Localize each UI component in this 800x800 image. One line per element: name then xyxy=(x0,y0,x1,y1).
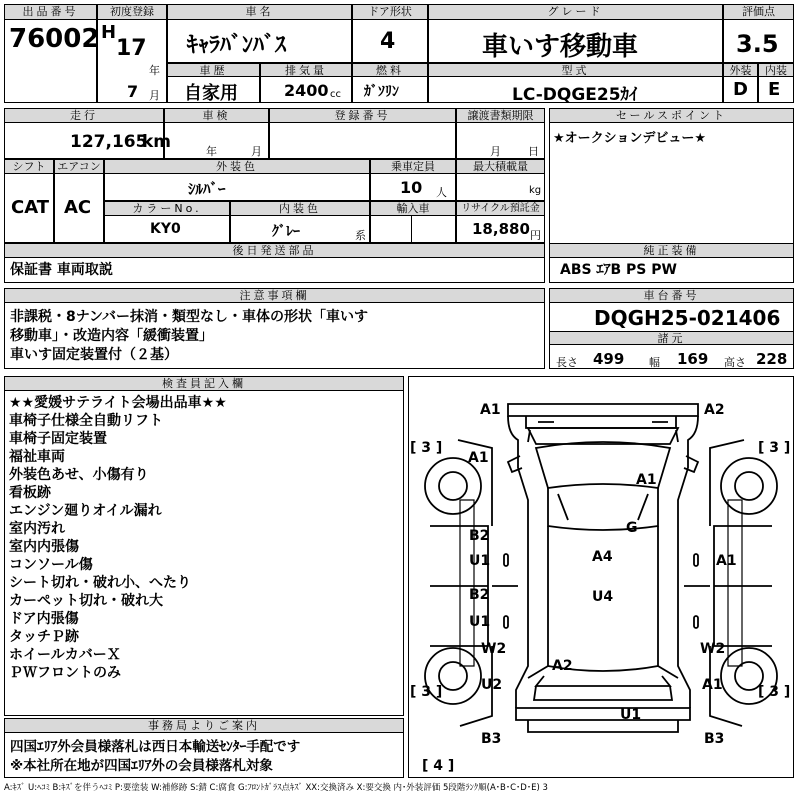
damage-mark: B2 xyxy=(469,587,490,603)
mileage-unit: km xyxy=(142,132,172,152)
transfer-month-unit: 月 xyxy=(490,145,501,158)
year-unit: 年 xyxy=(149,64,160,77)
maxload-unit: kg xyxy=(529,185,542,196)
shift-label: シフト xyxy=(4,159,54,174)
fuel: ｶﾞｿﾘﾝ xyxy=(364,84,399,100)
inspector-label: 検査員記入欄 xyxy=(4,376,404,391)
inspector-note-line: 外装色あせ、小傷有り xyxy=(9,467,149,483)
damage-mark: U1 xyxy=(620,707,642,723)
interior-color-unit: 系 xyxy=(355,229,366,242)
inspector-note-line: 室内内張傷 xyxy=(9,539,79,555)
interior-label: 内装 xyxy=(758,63,794,77)
damage-mark: [ 3 ] xyxy=(410,440,443,456)
inspector-note-line: 福祉車両 xyxy=(9,449,65,465)
damage-mark: [ 4 ] xyxy=(422,758,455,774)
exterior-label: 外装 xyxy=(723,63,758,77)
inspection-month-unit: 月 xyxy=(251,145,262,158)
inspector-note-line: エンジン廻りオイル漏れ xyxy=(9,503,162,519)
color: ｼﾙﾊﾞｰ xyxy=(188,180,226,198)
interior-color: ｸﾞﾚｰ xyxy=(272,224,300,240)
damage-mark: A2 xyxy=(704,402,725,418)
first-reg-label: 初度登録 xyxy=(97,4,167,20)
displacement-unit: cc xyxy=(330,89,341,100)
chassis-number: DQGH25-021406 xyxy=(594,306,781,330)
score: 3.5 xyxy=(736,30,779,58)
import-cell-2 xyxy=(411,215,456,243)
score-label: 評価点 xyxy=(723,4,794,20)
interior-color-cell xyxy=(230,215,370,243)
caution-label: 注意事項欄 xyxy=(4,288,545,303)
mileage: 127,165 xyxy=(70,132,148,152)
damage-mark: [ 3 ] xyxy=(758,440,791,456)
damage-mark: U4 xyxy=(592,589,614,605)
recycle-label: リサイクル預託金 xyxy=(456,201,545,216)
caution-line-3: 車いす固定装置付（２基） xyxy=(10,347,178,363)
sales-point-text: ★オークションデビュー★ xyxy=(553,131,707,146)
damage-mark: U1 xyxy=(469,614,491,630)
damage-mark: [ 3 ] xyxy=(758,684,791,700)
damage-mark: U1 xyxy=(469,553,491,569)
month-unit: 月 xyxy=(149,89,160,102)
recycle: 18,880 xyxy=(472,220,530,238)
color-no-label: カラーNo. xyxy=(104,201,230,216)
year: 17 xyxy=(116,36,147,61)
inspector-note-line: ★★愛媛サテライト会場出品車★★ xyxy=(9,395,227,411)
inspector-note-line: タッチＰ跡 xyxy=(9,629,79,645)
genuine-label: 純正装備 xyxy=(549,243,794,258)
damage-mark: W2 xyxy=(481,641,507,657)
damage-mark: A1 xyxy=(716,553,737,569)
mileage-label: 走行 xyxy=(4,108,164,123)
car-diagram xyxy=(408,376,794,778)
damage-mark: W2 xyxy=(700,641,726,657)
displacement-label: 排気量 xyxy=(260,63,352,77)
model-label: 車名 xyxy=(167,4,352,20)
capacity-label: 乗車定員 xyxy=(370,159,456,174)
color-label: 外装色 xyxy=(104,159,370,174)
damage-mark: G xyxy=(626,520,638,536)
type-label: 型式 xyxy=(428,63,723,77)
maxload-label: 最大積載量 xyxy=(456,159,545,174)
month: 7 xyxy=(127,82,139,101)
capacity: 10 xyxy=(400,178,423,197)
later-parts-label: 後日発送部品 xyxy=(4,243,545,258)
transfer-day-unit: 日 xyxy=(528,145,539,158)
office-line-1: 四国ｴﾘｱ外会員様落札は西日本輸送ｾﾝﾀｰ手配です xyxy=(10,739,301,755)
import-cell xyxy=(370,215,412,243)
inspector-note-line: シート切れ・破れ小、へたり xyxy=(9,575,191,591)
length: 499 xyxy=(593,350,625,368)
model: ｷｬﾗﾊﾞﾝﾊﾞｽ xyxy=(187,33,287,58)
era: H xyxy=(101,22,117,43)
inspection-year-unit: 年 xyxy=(206,145,217,158)
recycle-unit: 円 xyxy=(530,229,541,242)
caution-line-1: 非課税・8ナンバー抹消・類型なし・車体の形状「車いす xyxy=(10,309,369,325)
interior-grade: E xyxy=(768,79,781,100)
fuel-label: 燃料 xyxy=(352,63,428,77)
damage-mark: A1 xyxy=(468,450,489,466)
interior-color-label: 内装色 xyxy=(230,201,370,216)
height: 228 xyxy=(756,350,788,368)
genuine-text: ABS ｴｱB PS PW xyxy=(560,262,677,278)
lot-number-label: 出品番号 xyxy=(4,4,97,20)
damage-mark: B3 xyxy=(704,731,725,747)
damage-mark: A1 xyxy=(636,472,657,488)
ac: AC xyxy=(64,197,92,218)
damage-mark: B2 xyxy=(469,528,490,544)
inspector-note-line: ドア内張傷 xyxy=(9,611,79,627)
history: 自家用 xyxy=(184,83,238,104)
damage-mark: A1 xyxy=(702,677,723,693)
inspector-note-line: カーペット切れ・破れ大 xyxy=(9,593,163,609)
type: LC-DQGE25ｶｲ xyxy=(512,85,638,105)
plate-cell xyxy=(269,122,456,159)
inspector-note-line: ＰＷフロントのみ xyxy=(9,665,121,681)
damage-mark: A1 xyxy=(480,402,501,418)
specs-label: 諸元 xyxy=(549,331,794,345)
length-label: 長さ xyxy=(556,356,578,369)
displacement: 2400 xyxy=(284,81,329,100)
inspection-label: 車検 xyxy=(164,108,269,123)
inspector-note-line: 看板跡 xyxy=(9,485,51,501)
plate-label: 登録番号 xyxy=(269,108,456,123)
color-no: KY0 xyxy=(150,221,181,237)
width-label: 幅 xyxy=(649,356,660,369)
office-label: 事務局よりご案内 xyxy=(4,718,404,733)
damage-mark: [ 3 ] xyxy=(410,684,443,700)
legend: A:ｷｽﾞ U:ﾍｺﾐ B:ｷｽﾞを伴うﾍｺﾐ P:要塗装 W:補修跡 S:錆 C:腐食 G:ﾌﾛﾝﾄｶﾞﾗｽ点ｷｽﾞ XX:交換済み X:要交換 内･外装評価 5段階ﾗﾝｸ順(A･B･C･D･E) 3 xyxy=(4,783,548,793)
grade: 車いす移動車 xyxy=(482,32,639,62)
office-line-2: ※本社所在地が四国ｴﾘｱ外の会員様落札対象 xyxy=(10,758,273,774)
history-label: 車歴 xyxy=(167,63,260,77)
damage-mark: U2 xyxy=(481,677,503,693)
capacity-unit: 人 xyxy=(436,186,447,199)
width: 169 xyxy=(677,350,709,368)
color-cell xyxy=(104,173,370,201)
damage-mark: A4 xyxy=(592,549,613,565)
inspector-note-line: ホイールカバーＸ xyxy=(9,647,121,663)
import-label: 輸入車 xyxy=(370,201,456,216)
inspector-note-line: 車椅子仕様全自動リフト xyxy=(9,413,163,429)
transfer-label: 譲渡書類期限 xyxy=(456,108,545,123)
damage-mark: A2 xyxy=(552,658,573,674)
height-label: 高さ xyxy=(724,356,746,369)
shift: CAT xyxy=(11,197,50,218)
sales-point-label: セールスポイント xyxy=(549,108,794,123)
ac-label: エアコン xyxy=(54,159,104,174)
exterior-grade: D xyxy=(733,79,748,100)
inspector-note-line: コンソール傷 xyxy=(9,557,93,573)
caution-line-2: 移動車」・改造内容「緩衝装置」 xyxy=(10,328,213,344)
doors: 4 xyxy=(380,29,396,54)
chassis-label: 車台番号 xyxy=(549,288,794,303)
later-parts-text: 保証書 車両取説 xyxy=(10,262,113,278)
doors-label: ドア形状 xyxy=(352,4,428,20)
lot-number: 76002 xyxy=(9,24,100,54)
inspector-note-line: 室内汚れ xyxy=(9,521,65,537)
grade-label: グレード xyxy=(428,4,723,20)
inspector-note-line: 車椅子固定装置 xyxy=(9,431,107,447)
damage-mark: B3 xyxy=(481,731,502,747)
